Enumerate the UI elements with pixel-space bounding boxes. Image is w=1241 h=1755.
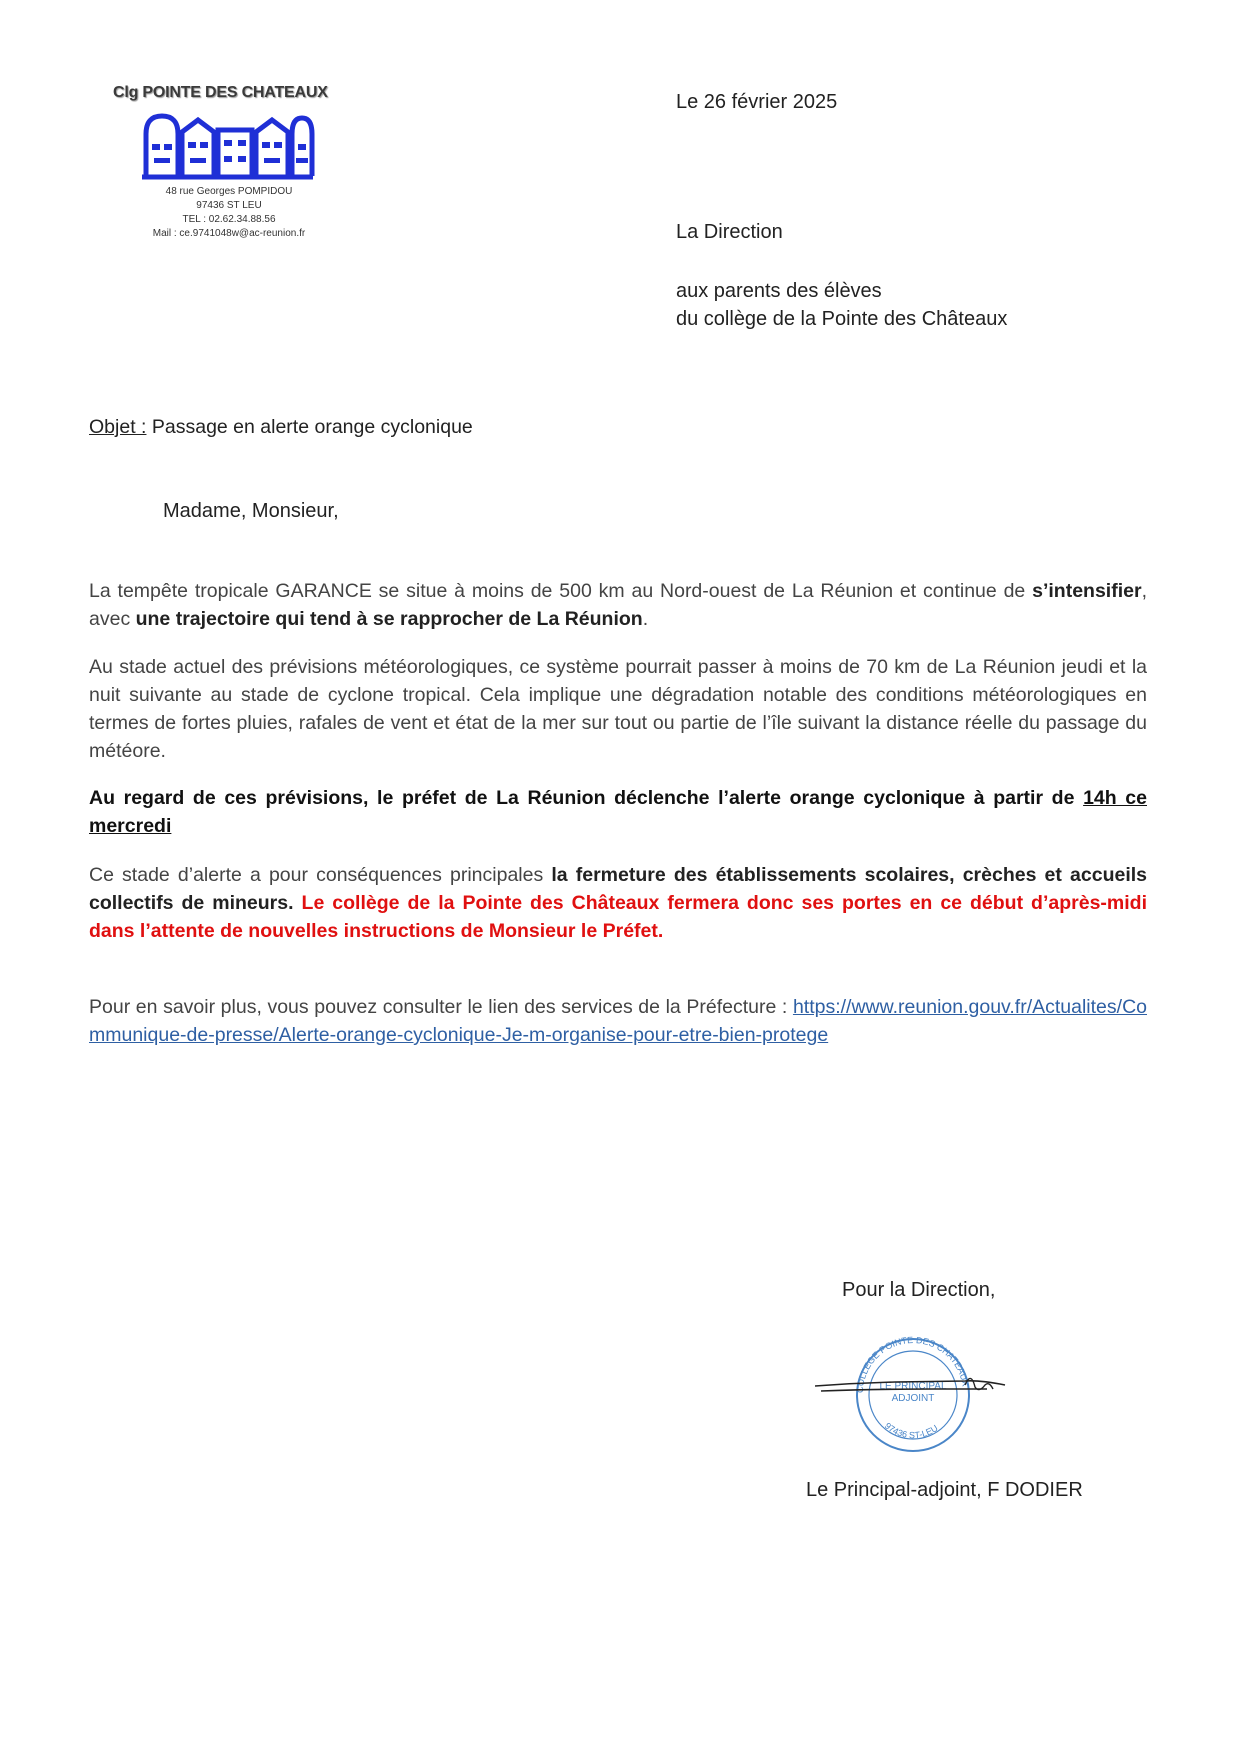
p1-text-a: La tempête tropicale GARANCE se situe à moins de 500 km au Nord-ouest de La Réunion et continue de — [89, 580, 1033, 602]
school-building-logo — [140, 106, 315, 182]
p1-text-c: , avec — [89, 580, 1147, 630]
closing-pour-la-direction: Pour la Direction, — [842, 1279, 996, 1301]
signer-name: Le Principal-adjoint, F DODIER — [806, 1479, 1083, 1501]
paragraph-forecast: Au stade actuel des prévisions météorologiques, ce système pourrait passer à moins de 70 km de La Réunion jeudi et la nuit suivante au stade de cyclone tropical. Cela implique une dégradation notable des conditions météorologiques en termes de fortes pluies, rafales de vent et état de la mer sur tout ou partie de l’île suivant la distance réelle du passage du météore. — [89, 656, 1147, 762]
letter-recipients — [676, 277, 1007, 333]
letter-greeting: Madame, Monsieur, — [163, 500, 339, 522]
paragraph-storm-position — [89, 577, 1147, 633]
address-mail: Mail : ce.9741048w@ac-reunion.fr — [152, 228, 306, 239]
stamp-center-line-2: ADJOINT — [891, 1393, 935, 1404]
p5-text: Pour en savoir plus, vous pouvez consulter le lien des services de la Préfecture : — [89, 996, 793, 1018]
p3-text-a: Au regard de ces prévisions, le préfet de La Réunion déclenche l’alerte orange cyclonique à partir de — [89, 787, 1084, 809]
p1-text-e: . — [642, 608, 649, 630]
p3-time: 14h ce mercredi — [89, 787, 1147, 837]
stamp-top-text: COLLEGE POINTE DES CHATEAUX — [854, 1334, 971, 1394]
official-stamp-signature — [815, 1323, 1015, 1463]
stamp-bottom-text: 97436 ST-LEU — [882, 1420, 940, 1441]
p4-text-a: Ce stade d’alerte a pour conséquences principales — [89, 864, 552, 886]
prefecture-link[interactable]: https://www.reunion.gouv.fr/Actualites/Communique-de-presse/Alerte-orange-cyclonique-Je-m-organise-pour-etre-bien-protege — [89, 996, 1147, 1046]
address-phone: TEL : 02.62.34.88.56 — [182, 214, 276, 225]
address-city: 97436 ST LEU — [196, 200, 262, 211]
letter-subject — [89, 416, 473, 439]
letter-sender: La Direction — [676, 221, 783, 243]
recipient-line-1: aux parents des élèves — [676, 280, 882, 302]
paragraph-consequences — [89, 861, 1147, 945]
letter-date: Le 26 février 2025 — [676, 91, 838, 113]
address-street: 48 rue Georges POMPIDOU — [165, 186, 293, 197]
school-logo-title: Clg POINTE DES CHATEAUX — [113, 84, 328, 101]
subject-text: Passage en alerte orange cyclonique — [146, 416, 473, 438]
school-address-block — [124, 185, 334, 241]
paragraph-more-info — [89, 993, 1147, 1049]
stamp-center-line-1: LE PRINCIPAL — [879, 1381, 947, 1392]
paragraph-alert-declaration — [89, 784, 1147, 840]
p1-text-b: s’intensifier — [1032, 580, 1142, 602]
p1-text-d: une trajectoire qui tend à se rapprocher de La Réunion — [135, 608, 643, 630]
subject-label: Objet : — [89, 416, 147, 438]
recipient-line-2: du collège de la Pointe des Châteaux — [676, 308, 1008, 330]
p4-text-b: la fermeture des établissements scolaires, crèches et accueils collectifs de mineurs. — [89, 864, 1148, 914]
p4-closure-notice: Le collège de la Pointe des Châteaux fermera donc ses portes en ce début d’après-midi dans l’attente de nouvelles instructions de Monsieur le Préfet. — [89, 892, 1147, 942]
